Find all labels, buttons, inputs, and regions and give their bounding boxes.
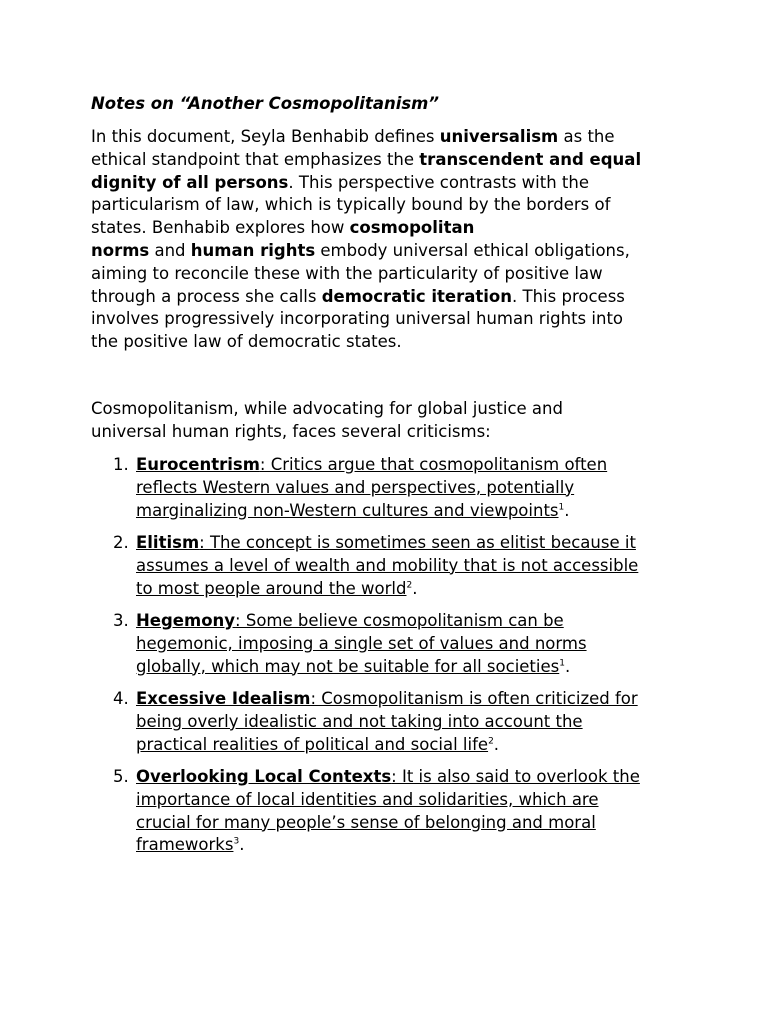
text-run: assumes a level of wealth and mobility that is not accessible: [136, 555, 639, 575]
text-run: aiming to reconcile these with the particularity of positive law: [91, 263, 603, 283]
text-run: : It is also said to overlook the: [391, 767, 640, 786]
list-item-number: 1.: [113, 455, 129, 474]
list-item-line: [136, 476, 574, 499]
footnote-ref: 1: [559, 658, 565, 669]
text-run: ethical standpoint that emphasizes the: [91, 149, 420, 169]
footnote-ref: 3: [233, 836, 240, 847]
text-run: In this document, Seyla Benhabib defines: [91, 127, 440, 146]
paragraph-line: [91, 307, 623, 330]
text-run: to most people around the world: [136, 578, 407, 598]
paragraph-line: [91, 285, 625, 308]
paragraph-line: [91, 171, 589, 194]
list-item-line: [136, 499, 570, 522]
paragraph-line: [91, 216, 474, 239]
text-run: crucial for many people’s sense of belonging and moral: [136, 812, 596, 832]
text-run: marginalizing non-Western cultures and viewpoints: [136, 500, 559, 520]
list-item-line: [136, 733, 499, 756]
list-item-line: [136, 710, 583, 733]
text-run: .: [564, 500, 570, 520]
text-run: .: [239, 835, 245, 855]
text-run: .: [493, 734, 500, 754]
text-run: states. Benhabib explores how: [91, 218, 350, 238]
text-run: .: [564, 656, 571, 676]
text-run: hegemonic, imposing a single set of values and norms: [136, 633, 587, 653]
footnote-ref: 2: [406, 580, 413, 591]
bold-text: cosmopolitan: [349, 218, 475, 238]
text-run: particularism of law, which is typically bound by the borders of: [91, 195, 611, 215]
text-run: : Cosmopolitanism is often criticized for: [310, 689, 638, 708]
text-run: Cosmopolitanism, while advocating for global justice and: [91, 399, 563, 418]
bold-text: Elitism: [136, 533, 200, 552]
text-run: : Critics argue that cosmopolitanism often: [259, 455, 608, 474]
list-item-line: [136, 609, 564, 632]
list-item-line: [136, 687, 638, 710]
text-run: globally, which may not be suitable for all societies: [136, 656, 560, 676]
bold-text: human rights: [190, 241, 316, 260]
list-item-line: [136, 453, 607, 476]
bold-text: norms: [91, 241, 150, 260]
bold-text: Hegemony: [136, 611, 236, 630]
list-item-line: [136, 811, 596, 834]
paragraph-line: [91, 397, 563, 420]
list-item-number: 5.: [113, 767, 129, 786]
list-item-line: [136, 788, 599, 811]
list-item-line: [136, 632, 587, 655]
text-run: reflects Western values and perspectives, potentially: [136, 477, 575, 497]
text-run: : Some believe cosmopolitanism can be: [235, 611, 564, 630]
paragraph-line: [91, 193, 610, 216]
paragraph-line: [91, 420, 491, 443]
paragraph-line: [91, 148, 641, 171]
text-run: : The concept is sometimes seen as elitist because it: [199, 533, 636, 552]
text-run: . This perspective contrasts with the: [288, 172, 589, 192]
text-run: as the: [558, 127, 615, 146]
text-run: being overly idealistic and not taking into account the: [136, 711, 583, 731]
bold-text: transcendent and equal: [419, 149, 642, 169]
text-run: practical realities of political and social life: [136, 734, 489, 754]
text-run: importance of local identities and solidarities, which are: [136, 789, 599, 809]
text-run: universal human rights, faces several criticisms:: [91, 421, 491, 441]
footnote-ref: 2: [488, 736, 494, 747]
text-run: through a process she calls: [91, 286, 322, 306]
text-run: embody universal ethical obligations,: [315, 241, 630, 260]
list-item-line: [136, 833, 244, 856]
text-run: frameworks: [136, 835, 234, 855]
text-run: . This process: [512, 286, 625, 306]
bold-text: Eurocentrism: [136, 455, 260, 474]
bold-text: dignity of all persons: [91, 172, 289, 192]
paragraph-line: [91, 262, 603, 285]
list-item-line: [136, 531, 636, 554]
list-item-line: [136, 655, 570, 678]
paragraph-line: [91, 330, 402, 353]
text-run: and: [149, 241, 191, 260]
list-item-line: [136, 765, 640, 788]
text-run: the positive law of democratic states.: [91, 332, 402, 352]
text-run: involves progressively incorporating universal human rights into: [91, 309, 624, 329]
text-run: .: [412, 578, 418, 598]
bold-text: Excessive Idealism: [136, 689, 311, 708]
bold-text: Overlooking Local Contexts: [136, 767, 392, 786]
list-item-number: 4.: [113, 689, 129, 708]
bold-text: democratic iteration: [321, 286, 513, 306]
list-item-line: [136, 554, 638, 577]
document-title: Notes on “Another Cosmopolitanism”: [91, 94, 439, 113]
bold-text: universalism: [439, 127, 559, 146]
list-item-number: 2.: [113, 533, 129, 552]
footnote-ref: 1: [558, 502, 565, 513]
list-item-number: 3.: [113, 611, 129, 630]
paragraph-line: [91, 239, 630, 262]
paragraph-line: [91, 125, 615, 148]
list-item-line: [136, 577, 417, 600]
